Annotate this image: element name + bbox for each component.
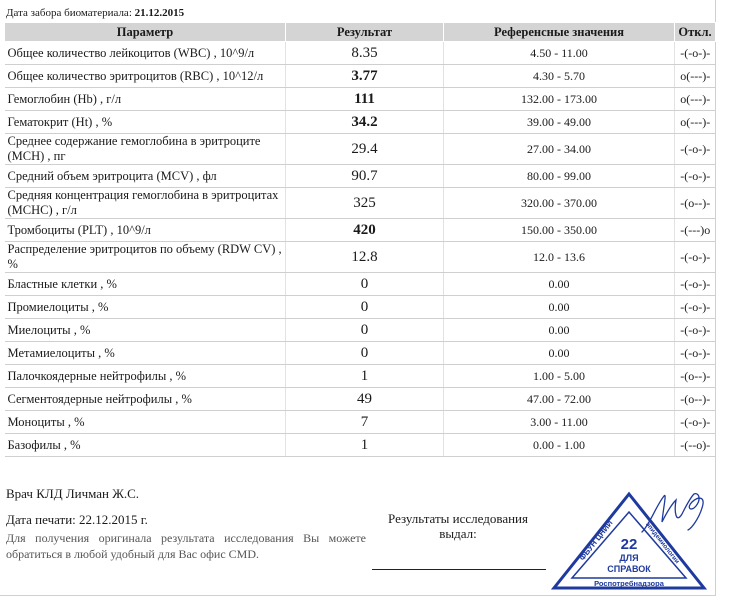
param-cell: Распределение эритроцитов по объему (RDW CV) , % <box>5 242 286 273</box>
table-row <box>5 296 716 319</box>
param-cell: Промиелоциты , % <box>5 296 286 319</box>
result-cell: 0 <box>286 273 444 296</box>
table-row <box>5 111 716 134</box>
result-cell: 0 <box>286 296 444 319</box>
deviation-cell: -(-o-)- <box>675 411 716 434</box>
param-cell: Тромбоциты (PLT) , 10^9/л <box>5 219 286 242</box>
results-body <box>5 42 716 457</box>
table-row <box>5 388 716 411</box>
reference-cell: 4.50 - 11.00 <box>444 42 675 65</box>
param-cell: Миелоциты , % <box>5 319 286 342</box>
table-row <box>5 411 716 434</box>
param-cell: Среднее содержание гемоглобина в эритроците (MCH) , пг <box>5 134 286 165</box>
reference-cell: 0.00 <box>444 296 675 319</box>
param-cell: Палочкоядерные нейтрофилы , % <box>5 365 286 388</box>
reference-cell: 0.00 <box>444 273 675 296</box>
param-cell: Общее количество лейкоцитов (WBC) , 10^9/л <box>5 42 286 65</box>
stamp-line1: ДЛЯ <box>619 553 639 563</box>
deviation-cell: -(o--)- <box>675 388 716 411</box>
param-cell: Средняя концентрация гемоглобина в эритроцитах (MCHC) , г/л <box>5 188 286 219</box>
result-cell: 7 <box>286 411 444 434</box>
table-row <box>5 165 716 188</box>
result-cell: 0 <box>286 319 444 342</box>
result-cell: 111 <box>286 88 444 111</box>
stamp-left-text: ФБУН ЦНИИ <box>577 518 615 563</box>
table-row <box>5 319 716 342</box>
reference-cell: 132.00 - 173.00 <box>444 88 675 111</box>
param-cell: Метамиелоциты , % <box>5 342 286 365</box>
stamp-bottom-text: Роспотребнадзора <box>594 579 664 588</box>
param-cell: Средний объем эритроцита (MCV) , фл <box>5 165 286 188</box>
reference-cell: 80.00 - 99.00 <box>444 165 675 188</box>
reference-cell: 47.00 - 72.00 <box>444 388 675 411</box>
deviation-cell: -(---)o <box>675 219 716 242</box>
deviation-cell: -(-o-)- <box>675 42 716 65</box>
param-cell: Сегментоядерные нейтрофилы , % <box>5 388 286 411</box>
collection-date-label: Дата забора биоматериала: <box>6 7 132 19</box>
table-row <box>5 134 716 165</box>
param-cell: Моноциты , % <box>5 411 286 434</box>
original-note: Для получения оригинала результата исследования Вы можете обратиться в любой удобный для Вас офис CMD. <box>6 531 366 561</box>
header-reference: Референсные значения <box>444 23 675 42</box>
result-cell: 34.2 <box>286 111 444 134</box>
result-cell: 8.35 <box>286 42 444 65</box>
stamp-line2: СПРАВОК <box>607 564 651 574</box>
table-row <box>5 42 716 65</box>
table-row <box>5 342 716 365</box>
deviation-cell: -(o--)- <box>675 188 716 219</box>
table-row <box>5 242 716 273</box>
doctor-name: Врач КЛД Личман Ж.С. <box>6 486 140 501</box>
results-table <box>4 22 716 457</box>
result-cell: 90.7 <box>286 165 444 188</box>
deviation-cell: -(-o-)- <box>675 296 716 319</box>
stamp-number: 22 <box>620 536 638 553</box>
deviation-cell: -(-o-)- <box>675 134 716 165</box>
reference-cell: 27.00 - 34.00 <box>444 134 675 165</box>
header-deviation: Откл. <box>675 23 716 42</box>
reference-cell: 150.00 - 350.00 <box>444 219 675 242</box>
table-row <box>5 65 716 88</box>
deviation-cell: -(-o-)- <box>675 319 716 342</box>
deviation-cell: o(---)- <box>675 111 716 134</box>
table-row <box>5 88 716 111</box>
deviation-cell: -(o--)- <box>675 365 716 388</box>
reference-cell: 320.00 - 370.00 <box>444 188 675 219</box>
reference-cell: 1.00 - 5.00 <box>444 365 675 388</box>
signature-line <box>372 569 546 570</box>
deviation-cell: o(---)- <box>675 65 716 88</box>
deviation-cell: -(-o-)- <box>675 165 716 188</box>
result-cell: 325 <box>286 188 444 219</box>
issued-by-label: Результаты исследования выдал: <box>388 511 528 541</box>
param-cell: Гематокрит (Ht) , % <box>5 111 286 134</box>
result-cell: 0 <box>286 342 444 365</box>
result-cell: 12.8 <box>286 242 444 273</box>
table-row <box>5 434 716 457</box>
deviation-cell: -(-o-)- <box>675 242 716 273</box>
reference-cell: 12.0 - 13.6 <box>444 242 675 273</box>
result-cell: 29.4 <box>286 134 444 165</box>
param-cell: Базофилы , % <box>5 434 286 457</box>
deviation-cell: -(-o-)- <box>675 273 716 296</box>
table-row <box>5 273 716 296</box>
reference-cell: 3.00 - 11.00 <box>444 411 675 434</box>
handwritten-signature <box>636 484 716 544</box>
result-cell: 1 <box>286 365 444 388</box>
header-param: Параметр <box>5 23 286 42</box>
header-result: Результат <box>286 23 444 42</box>
result-cell: 1 <box>286 434 444 457</box>
result-cell: 49 <box>286 388 444 411</box>
reference-cell: 39.00 - 49.00 <box>444 111 675 134</box>
reference-cell: 0.00 <box>444 342 675 365</box>
table-row <box>5 219 716 242</box>
stamp-right-text: эпидемиологии <box>643 521 681 566</box>
reference-cell: 0.00 <box>444 319 675 342</box>
param-cell: Бластные клетки , % <box>5 273 286 296</box>
collection-date-value: 21.12.2015 <box>134 7 185 19</box>
table-row <box>5 365 716 388</box>
result-cell: 3.77 <box>286 65 444 88</box>
reference-cell: 0.00 - 1.00 <box>444 434 675 457</box>
param-cell: Общее количество эритроцитов (RBC) , 10^12/л <box>5 65 286 88</box>
deviation-cell: -(--o)- <box>675 434 716 457</box>
reference-cell: 4.30 - 5.70 <box>444 65 675 88</box>
result-cell: 420 <box>286 219 444 242</box>
print-date: Дата печати: 22.12.2015 г. <box>6 512 148 527</box>
deviation-cell: o(---)- <box>675 88 716 111</box>
param-cell: Гемоглобин (Hb) , г/л <box>5 88 286 111</box>
table-row <box>5 188 716 219</box>
deviation-cell: -(-o-)- <box>675 342 716 365</box>
collection-date-line <box>6 7 184 19</box>
